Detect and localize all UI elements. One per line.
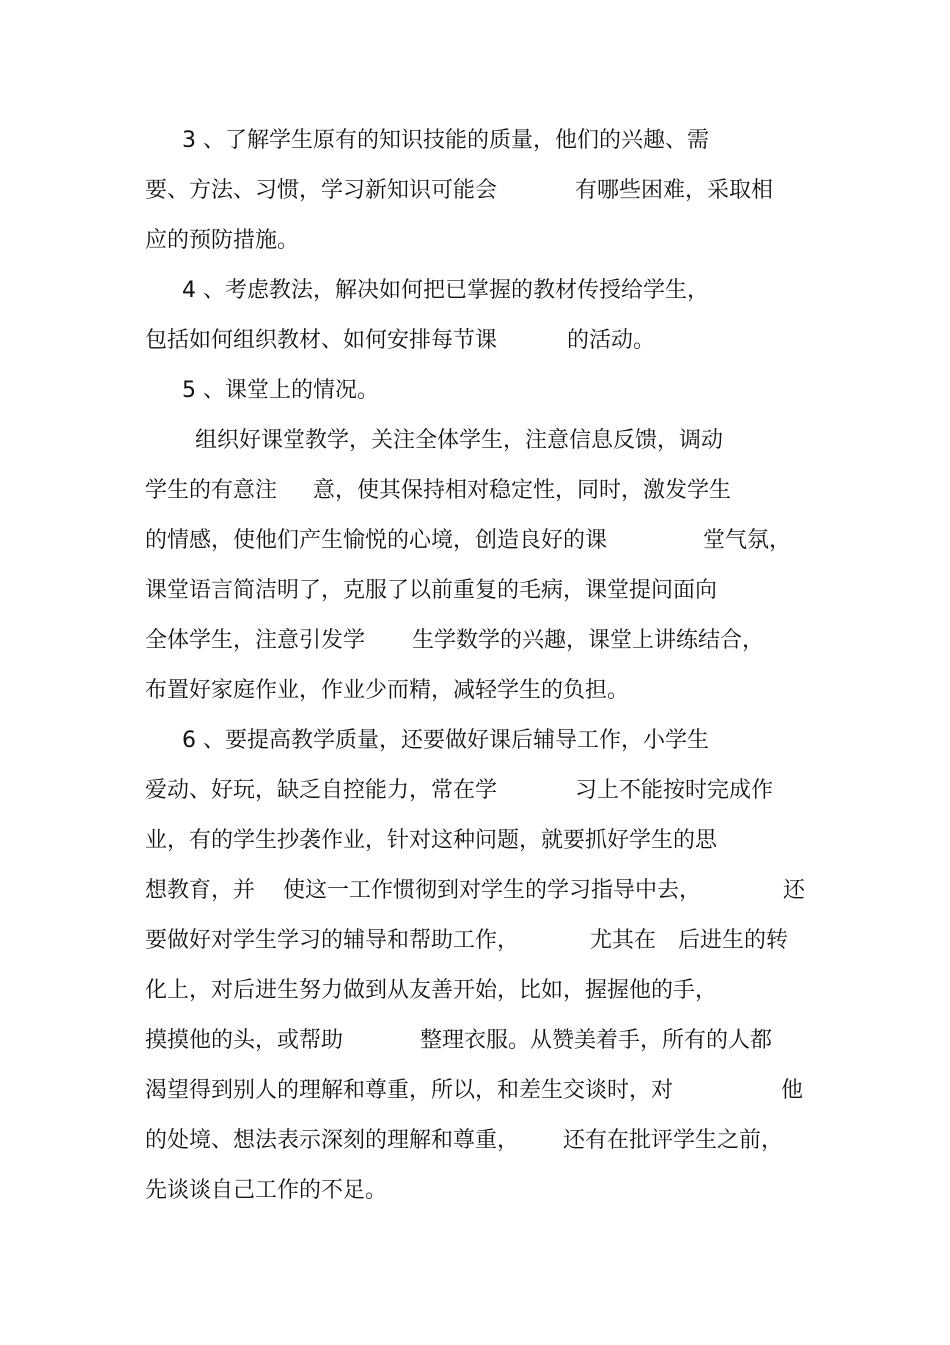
text-segment: 全体学生，注意引发学 (145, 628, 366, 653)
text-segment: 使这一工作惯彻到对学生的学习指导中去， (283, 878, 702, 903)
text-segment: 习上不能按时完成作 (575, 778, 774, 803)
text-segment: 的处境、想法表示深刻的理解和尊重， (145, 1128, 520, 1153)
text-segment: 的活动。 (567, 328, 656, 353)
text-segment: 3 、了解学生原有的知识技能的质量，他们的兴趣、需 (182, 128, 709, 153)
text-segment: 还有在批评学生之前， (563, 1128, 784, 1153)
text-segment: 爱动、好玩，缺乏自控能力，常在学 (145, 778, 498, 803)
text-segment: 后进生的转 (678, 928, 789, 953)
text-segment: 有哪些困难，采取相 (575, 178, 774, 203)
text-segment: 业，有的学生抄袭作业，针对这种问题，就要抓好学生的思 (145, 828, 718, 853)
text-segment: 要、方法、习惯，学习新知识可能会 (145, 178, 498, 203)
text-segment: 布置好家庭作业，作业少而精，减轻学生的负担。 (145, 678, 630, 703)
text-segment: 摸摸他的头，或帮助 (145, 1028, 344, 1053)
text-segment: 的情感，使他们产生愉悦的心境，创造良好的课 (145, 528, 608, 553)
text-segment: 应的预防措施。 (145, 228, 300, 253)
text-segment: 堂气氛， (703, 528, 792, 553)
text-segment: 课堂语言简洁明了，克服了以前重复的毛病，课堂提问面向 (145, 578, 718, 603)
text-segment: 包括如何组织教材、如何安排每节课 (145, 328, 498, 353)
text-segment: 4 、考虑教法，解决如何把已掌握的教材传授给学生， (182, 278, 709, 303)
text-segment: 先谈谈自己工作的不足。 (145, 1178, 388, 1203)
text-segment: 还 (783, 878, 806, 903)
text-segment: 5 、课堂上的情况。 (182, 378, 379, 403)
text-segment: 化上，对后进生努力做到从友善开始，比如，握握他的手， (145, 978, 718, 1003)
text-segment: 想教育，并 (145, 878, 256, 903)
text-segment: 要做好对学生学习的辅导和帮助工作， (145, 928, 520, 953)
text-segment: 尤其在 (590, 928, 657, 953)
text-segment: 组织好课堂教学，关注全体学生，注意信息反馈，调动 (195, 428, 724, 453)
text-segment: 意，使其保持相对稳定性，同时，激发学生 (313, 478, 732, 503)
text-segment: 6 、要提高教学质量，还要做好课后辅导工作，小学生 (182, 728, 709, 753)
text-segment: 整理衣服。从赞美着手，所有的人都 (420, 1028, 773, 1053)
text-segment: 他 (781, 1078, 804, 1103)
text-segment: 渴望得到别人的理解和尊重，所以，和差生交谈时，对 (145, 1078, 674, 1103)
text-segment: 生学数学的兴趣，课堂上讲练结合， (412, 628, 765, 653)
text-segment: 学生的有意注 (145, 478, 278, 503)
